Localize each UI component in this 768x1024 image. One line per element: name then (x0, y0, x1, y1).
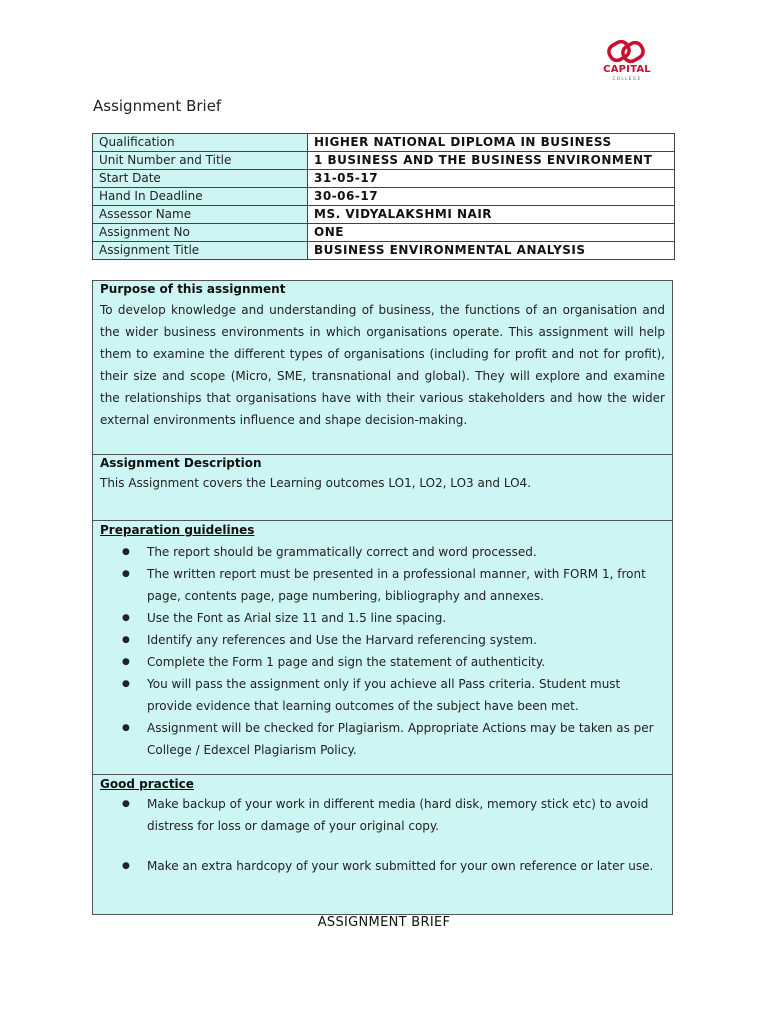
table-row (93, 134, 675, 152)
logo-text: CAPITAL (603, 64, 651, 75)
bullet-icon: ● (122, 613, 130, 623)
info-label: Assignment Title (93, 242, 308, 260)
list-item-text: Identify any references and Use the Harvard referencing system. (147, 633, 537, 647)
info-value: 31-05-17 (308, 170, 675, 188)
preparation-section (92, 520, 673, 775)
logo-subtext: COLLEGE (612, 76, 642, 81)
bullet-icon: ● (122, 547, 130, 557)
good-practice-heading: Good practice (100, 777, 194, 791)
info-label: Assignment No (93, 224, 308, 242)
info-value: MS. VIDYALAKSHMI NAIR (308, 206, 675, 224)
list-item (93, 855, 672, 877)
info-label: Assessor Name (93, 206, 308, 224)
info-label: Qualification (93, 134, 308, 152)
capital-college-logo (596, 40, 658, 84)
list-item (93, 629, 672, 651)
description-heading: Assignment Description (100, 456, 262, 470)
description-section (92, 454, 673, 521)
preparation-heading: Preparation guidelines (100, 523, 255, 537)
list-item (93, 673, 672, 717)
assignment-info-table (92, 133, 675, 260)
info-value: ONE (308, 224, 675, 242)
page-title: Assignment Brief (93, 97, 222, 115)
good-practice-section (92, 774, 673, 915)
purpose-text: To develop knowledge and understanding of business, the functions of an organisation and the wider business environments in which organisations operate. This assignment will help them to examine the different types of organisations (including for profit and not for profit), their size and scope (Micro, SME, transnational and global). They will explore and examine the relationships that organisations have with their various stakeholders and how the wider external environments influence and shape decision-making. (100, 303, 665, 427)
list-item (93, 793, 672, 837)
table-row (93, 152, 675, 170)
description-text: This Assignment covers the Learning outcomes LO1, LO2, LO3 and LO4. (100, 476, 532, 490)
bullet-icon: ● (122, 657, 130, 667)
info-label: Start Date (93, 170, 308, 188)
list-item-text: Complete the Form 1 page and sign the statement of authenticity. (147, 655, 546, 669)
table-row (93, 188, 675, 206)
good-practice-list (93, 793, 672, 877)
list-item (93, 541, 672, 563)
list-item (93, 607, 672, 629)
chain-link-icon (596, 40, 658, 64)
info-value: BUSINESS ENVIRONMENTAL ANALYSIS (308, 242, 675, 260)
info-label: Hand In Deadline (93, 188, 308, 206)
table-row (93, 224, 675, 242)
bullet-icon: ● (122, 679, 130, 689)
table-row (93, 242, 675, 260)
bullet-icon: ● (122, 723, 130, 733)
list-item-text: The written report must be presented in a professional manner, with FORM 1, front page, contents page, page numbering, bibliography and annexes. (147, 567, 646, 603)
table-row (93, 170, 675, 188)
list-item-text: The report should be grammatically correct and word processed. (147, 545, 537, 559)
purpose-section (92, 280, 673, 455)
list-item-text: Make backup of your work in different media (hard disk, memory stick etc) to avoid distress for loss or damage of your original copy. (147, 797, 649, 833)
info-label: Unit Number and Title (93, 152, 308, 170)
bullet-icon: ● (122, 861, 130, 871)
list-item (93, 717, 672, 761)
list-item (93, 651, 672, 673)
preparation-list (93, 541, 672, 761)
info-value: 1 BUSINESS AND THE BUSINESS ENVIRONMENT (308, 152, 675, 170)
bullet-icon: ● (122, 569, 130, 579)
list-item-text: You will pass the assignment only if you achieve all Pass criteria. Student must provide evidence that learning outcomes of the subject have been met. (147, 677, 621, 713)
info-value: 30-06-17 (308, 188, 675, 206)
list-item (93, 563, 672, 607)
list-item-text: Assignment will be checked for Plagiarism. Appropriate Actions may be taken as per College / Edexcel Plagiarism Policy. (147, 721, 654, 757)
table-row (93, 206, 675, 224)
bullet-icon: ● (122, 799, 130, 809)
list-item-text: Use the Font as Arial size 11 and 1.5 line spacing. (147, 611, 447, 625)
info-value: HIGHER NATIONAL DIPLOMA IN BUSINESS (308, 134, 675, 152)
list-item-text: Make an extra hardcopy of your work submitted for your own reference or later use. (147, 859, 654, 873)
purpose-heading: Purpose of this assignment (100, 282, 286, 296)
bullet-icon: ● (122, 635, 130, 645)
footer-title: ASSIGNMENT BRIEF (317, 915, 451, 930)
